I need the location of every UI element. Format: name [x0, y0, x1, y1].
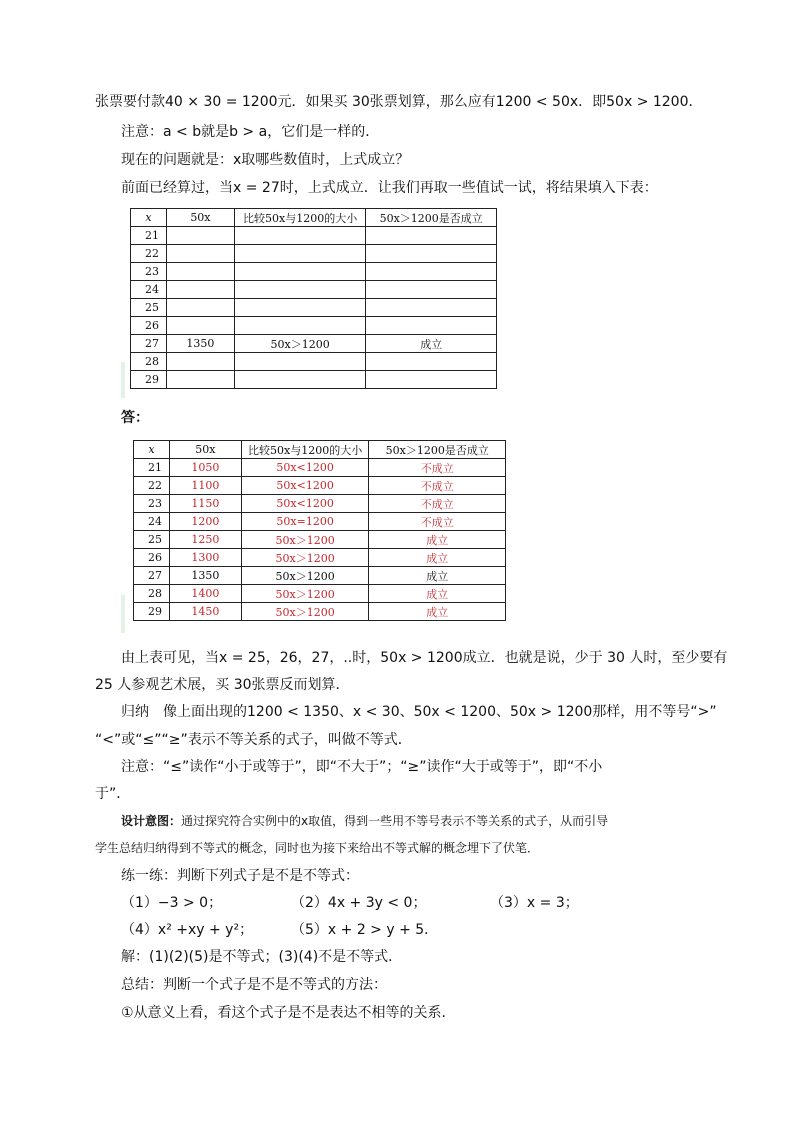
table-row [134, 513, 506, 531]
table-cell: 50x＞1200 [241, 585, 369, 603]
table-cell [166, 281, 234, 299]
table-row [131, 227, 497, 245]
conclusion-line-2: 25 人参观艺术展，买 30张票反而划算． [95, 677, 350, 693]
table-cell: 1150 [169, 495, 241, 513]
table-cell [234, 353, 366, 371]
table-row [134, 567, 506, 585]
table-row [134, 603, 506, 621]
table-cell: 不成立 [369, 495, 506, 513]
method-line: 总结：判断一个式子是不是不等式的方法： [121, 977, 387, 993]
table-cell: 成立 [369, 567, 506, 585]
exercise-2: （2）4x + 3y < 0； [291, 895, 427, 911]
exercise-3: （3）x = 3； [490, 895, 579, 911]
table-cell [366, 245, 497, 263]
solution-line: 解：(1)(2)(5)是不等式；(3)(4)不是不等式． [121, 949, 403, 965]
table-header-cell: 比较50x与1200的大小 [241, 441, 369, 459]
table-cell: 25 [134, 531, 170, 549]
table-header-cell: 比较50x与1200的大小 [234, 209, 366, 227]
design-intent-text: 通过探究符合实例中的x取值，得到一些用不等号表示不等关系的式子，从而引导 [181, 814, 609, 828]
table-cell: 23 [131, 263, 167, 281]
table-cell [366, 371, 497, 389]
table-cell [234, 227, 366, 245]
table-row [131, 335, 497, 353]
table-cell: 23 [134, 495, 170, 513]
table-cell: 1350 [169, 567, 241, 585]
table-blank [130, 208, 497, 389]
summary-line-2: “<”或“≤”“≥”表示不等关系的式子，叫做不等式． [95, 732, 412, 748]
exercise-5: （5）x + 2 > y + 5． [291, 922, 439, 938]
table-header-cell: 50x [169, 441, 241, 459]
table-cell [234, 317, 366, 335]
table-cell [366, 281, 497, 299]
table-cell [234, 263, 366, 281]
table-cell: 50x<1200 [241, 477, 369, 495]
table-row [134, 585, 506, 603]
table-cell: 22 [134, 477, 170, 495]
table-cell: 成立 [369, 603, 506, 621]
table-cell: 1100 [169, 477, 241, 495]
table-cell: 29 [134, 603, 170, 621]
table-header-row [131, 209, 497, 227]
table-cell [166, 299, 234, 317]
table-row [131, 317, 497, 335]
question-line: 现在的问题就是：x取哪些数值时，上式成立？ [121, 152, 410, 168]
table-row [131, 263, 497, 281]
table-cell [366, 353, 497, 371]
margin-mark [121, 362, 125, 398]
table-row [134, 549, 506, 567]
table-cell: 1350 [166, 335, 234, 353]
note2-line-2: 于”． [95, 786, 131, 802]
table-cell: 1200 [169, 513, 241, 531]
table-row [131, 299, 497, 317]
exercise-prompt: 练一练：判断下列式子是不是不等式： [121, 868, 359, 884]
table-row [134, 477, 506, 495]
note2-line-1: 注意：“≤”读作“小于或等于”，即“不大于”；“≥”读作“大于或等于”，即“不小 [121, 759, 603, 775]
table-cell: 不成立 [369, 477, 506, 495]
table-cell [366, 317, 497, 335]
table-row [134, 495, 506, 513]
table-cell [166, 245, 234, 263]
table-header-cell: x [131, 209, 167, 227]
table-cell: 21 [134, 459, 170, 477]
table-cell: 24 [134, 513, 170, 531]
summary-line-1: 归纳 像上面出现的1200 < 1350、x < 30、50x < 1200、50x > 1200那样，用不等号“>” [121, 704, 717, 720]
design-intent-label: 设计意图： [121, 814, 182, 828]
margin-mark-2 [121, 595, 125, 633]
table-cell [234, 281, 366, 299]
text-line-1: 张票要付款40 × 30 = 1200元．如果买 30张票划算，那么应有1200 < 50x．即50x > 1200． [95, 94, 703, 110]
table-cell: 成立 [369, 531, 506, 549]
method-item-1: ①从意义上看，看这个式子是不是表达不相等的关系． [121, 1005, 456, 1021]
design-intent-line-2: 学生总结归纳得到不等式的概念，同时也为接下来给出不等式解的概念埋下了伏笔． [95, 841, 540, 855]
table-cell: 成立 [369, 549, 506, 567]
table-cell [366, 227, 497, 245]
table-cell: 26 [134, 549, 170, 567]
table-cell: 50x＞1200 [241, 549, 369, 567]
table-cell: 28 [134, 585, 170, 603]
table-cell [234, 299, 366, 317]
table-cell [366, 299, 497, 317]
table-cell: 50x＞1200 [241, 531, 369, 549]
table-cell: 1300 [169, 549, 241, 567]
table-cell [234, 371, 366, 389]
table-cell [234, 245, 366, 263]
table-cell [166, 371, 234, 389]
intro-line: 前面已经算过，当x = 27时，上式成立．让我们再取一些值试一试，将结果填入下表： [121, 180, 658, 196]
table-cell: 1050 [169, 459, 241, 477]
table-cell [366, 263, 497, 281]
table-row [131, 371, 497, 389]
table-cell: 1250 [169, 531, 241, 549]
table-cell: 25 [131, 299, 167, 317]
table-cell: 50x<1200 [241, 459, 369, 477]
table-cell [166, 227, 234, 245]
table-header-cell: x [134, 441, 170, 459]
table-header-cell: 50x＞1200是否成立 [366, 209, 497, 227]
table-cell: 50x=1200 [241, 513, 369, 531]
table-cell [166, 263, 234, 281]
table-cell: 成立 [366, 335, 497, 353]
answer-label: 答： [121, 410, 149, 426]
table-row [131, 245, 497, 263]
table-answer [133, 440, 506, 621]
table-cell: 27 [134, 567, 170, 585]
table-cell: 1450 [169, 603, 241, 621]
table-cell: 24 [131, 281, 167, 299]
table-cell: 50x＞1200 [234, 335, 366, 353]
table-header-row [134, 441, 506, 459]
conclusion-line-1: 由上表可见，当x = 25，26，27，..时，50x > 1200成立．也就是说，少于 30 人时，至少要有 [121, 650, 728, 666]
table-cell: 不成立 [369, 513, 506, 531]
table-cell: 50x＞1200 [241, 567, 369, 585]
note-line: 注意：a < b就是b > a，它们是一样的． [121, 124, 380, 140]
table-cell: 50x＞1200 [241, 603, 369, 621]
table-cell: 27 [131, 335, 167, 353]
table-cell: 26 [131, 317, 167, 335]
table-cell: 1400 [169, 585, 241, 603]
table-header-cell: 50x [166, 209, 234, 227]
table-row [134, 531, 506, 549]
table-row [131, 281, 497, 299]
table-cell: 29 [131, 371, 167, 389]
table-header-cell: 50x＞1200是否成立 [369, 441, 506, 459]
exercise-4: （4）x² +xy + y²； [121, 922, 254, 938]
table-row [134, 459, 506, 477]
table-cell: 22 [131, 245, 167, 263]
table-row [131, 353, 497, 371]
table-cell: 成立 [369, 585, 506, 603]
exercise-1: （1）−3 > 0； [121, 895, 223, 911]
table-cell: 50x<1200 [241, 495, 369, 513]
design-intent-line-1 [121, 811, 608, 831]
table-cell: 21 [131, 227, 167, 245]
table-cell: 28 [131, 353, 167, 371]
table-cell [166, 317, 234, 335]
table-cell: 不成立 [369, 459, 506, 477]
table-cell [166, 353, 234, 371]
